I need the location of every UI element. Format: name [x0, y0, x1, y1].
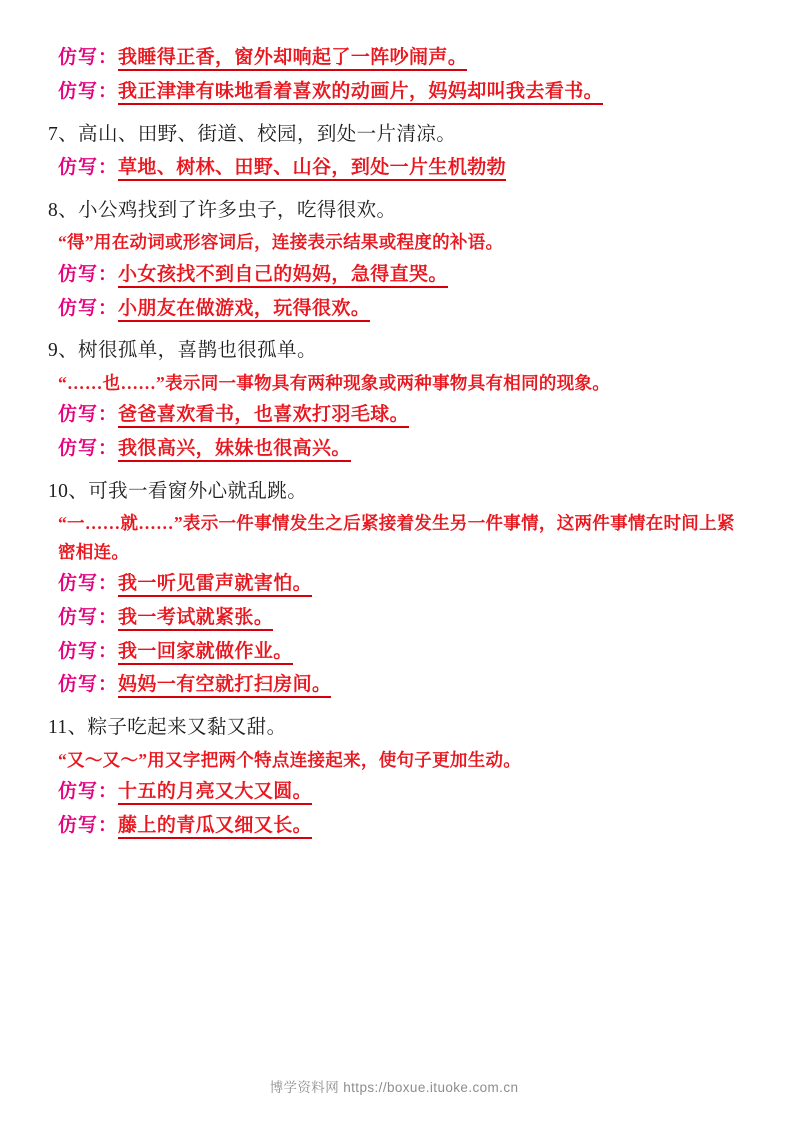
- imitation-line: [48, 569, 740, 600]
- imitation-answer: 小朋友在做游戏，玩得很欢。: [118, 298, 370, 322]
- imitation-answer: 我一回家就做作业。: [118, 641, 293, 665]
- original-sentence: 8、小公鸡找到了许多虫子，吃得很欢。: [48, 199, 397, 221]
- imitation-answer: 我一听见雷声就害怕。: [118, 573, 312, 597]
- imitation-label: 仿写：: [58, 263, 119, 285]
- imitation-line: [48, 294, 740, 325]
- imitation-line: [48, 400, 740, 431]
- original-sentence: 9、树很孤单，喜鹊也很孤单。: [48, 340, 317, 362]
- original-sentence: 10、可我一看窗外心就乱跳。: [48, 480, 308, 502]
- imitation-label: 仿写：: [58, 297, 119, 319]
- imitation-answer: 妈妈一有空就打扫房间。: [118, 674, 331, 698]
- imitation-label: 仿写：: [58, 781, 119, 803]
- imitation-line: [48, 603, 740, 634]
- original-sentence: 11、粽子吃起来又黏又甜。: [48, 717, 287, 739]
- imitation-line: [48, 670, 740, 701]
- grammar-note: “又～又～”用又字把两个特点连接起来，使句子更加生动。: [58, 749, 522, 770]
- imitation-answer: 爸爸喜欢看书，也喜欢打羽毛球。: [118, 404, 409, 428]
- imitation-line: [48, 434, 740, 465]
- imitation-line: [48, 153, 740, 184]
- imitation-label: 仿写：: [58, 438, 119, 460]
- imitation-answer: 藤上的青瓜又细又长。: [118, 815, 312, 839]
- imitation-answer: 草地、树林、田野、山谷，到处一片生机勃勃: [118, 157, 506, 181]
- imitation-answer: 我很高兴，妹妹也很高兴。: [118, 438, 351, 462]
- imitation-line: [48, 43, 740, 74]
- imitation-label: 仿写：: [58, 606, 119, 628]
- imitation-answer: 我正津津有味地看着喜欢的动画片，妈妈却叫我去看书。: [118, 81, 603, 105]
- imitation-label: 仿写：: [58, 80, 119, 102]
- imitation-label: 仿写：: [58, 404, 119, 426]
- imitation-line: [48, 777, 740, 808]
- grammar-note: “一……就……”表示一件事情发生之后紧接着发生另一件事情，这两件事情在时间上紧密相连。: [58, 513, 735, 562]
- grammar-note: “得”用在动词或形容词后，连接表示结果或程度的补语。: [58, 232, 504, 253]
- imitation-line: [48, 811, 740, 842]
- imitation-line: [48, 260, 740, 291]
- imitation-line: [48, 77, 740, 108]
- footer-watermark: 博学资料网 https://boxue.ituoke.com.cn: [269, 1080, 519, 1095]
- grammar-note: “……也……”表示同一事物具有两种现象或两种事物具有相同的现象。: [58, 372, 611, 393]
- imitation-line: [48, 637, 740, 668]
- imitation-label: 仿写：: [58, 573, 119, 595]
- imitation-answer: 小女孩找不到自己的妈妈，急得直哭。: [118, 264, 448, 288]
- imitation-label: 仿写：: [58, 47, 119, 68]
- imitation-answer: 我睡得正香，窗外却响起了一阵吵闹声。: [118, 47, 467, 71]
- imitation-label: 仿写：: [58, 157, 119, 179]
- imitation-answer: 我一考试就紧张。: [118, 607, 273, 631]
- original-sentence: 7、高山、田野、街道、校园，到处一片清凉。: [48, 123, 457, 145]
- imitation-label: 仿写：: [58, 640, 119, 662]
- imitation-label: 仿写：: [58, 674, 119, 696]
- imitation-answer: 十五的月亮又大又圆。: [118, 781, 312, 805]
- imitation-label: 仿写：: [58, 814, 119, 836]
